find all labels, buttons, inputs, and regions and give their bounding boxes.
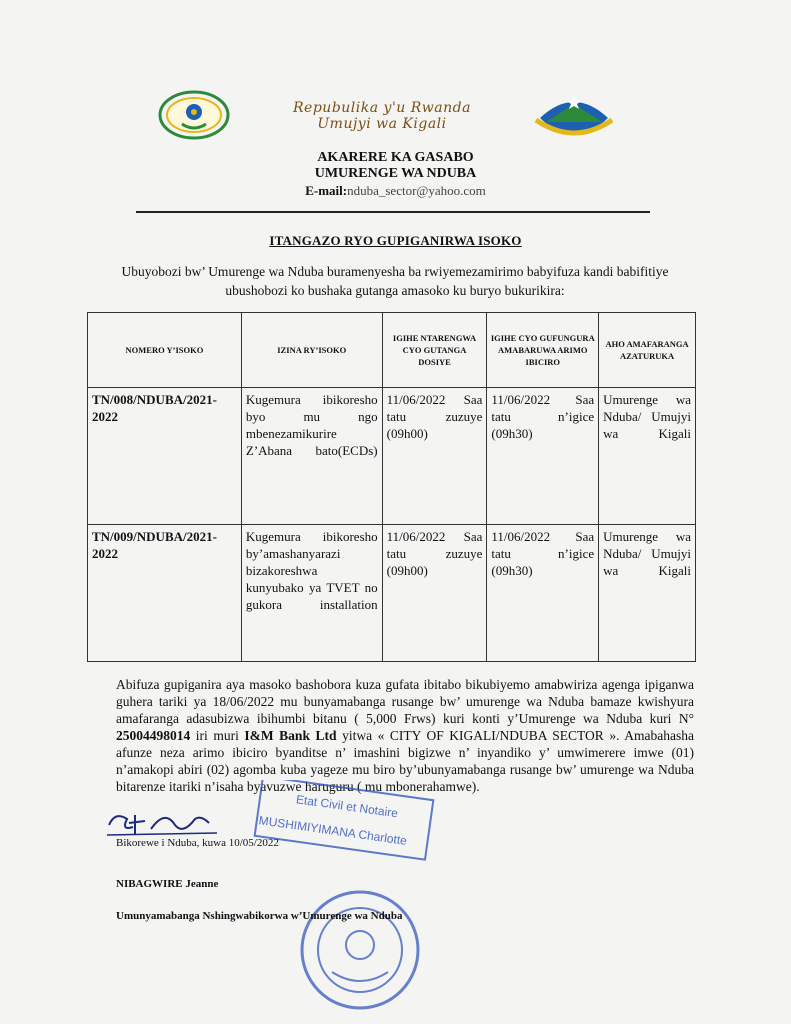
instructions-part-1: Abifuza gupiganira aya masoko bashobora kuza gufata ibitabo bikubiyemo amabwiriza agenga ipiganwa guhera tariki ya 18/06/2022 mu bunyamabanga rusange bw’ umurenge wa Nduba bamaze kwishyura amafaranga adasubizwa ibihumbi bitanu ( 5,000 Frws) kuri konti y’Umurenge wa Nduba kuri N° (116, 677, 694, 726)
email-label: E-mail: (305, 183, 348, 198)
instructions-part-2: iri muri (195, 728, 239, 743)
tender-source: Umurenge wa Nduba/ Umujyi wa Kigali (599, 525, 696, 662)
email-value: nduba_sector@yahoo.com (347, 183, 486, 198)
notice-title: ITANGAZO RYO GUPIGANIRWA ISOKO (269, 233, 522, 248)
table-row (88, 525, 696, 662)
signature-icon (105, 805, 225, 841)
instructions-part-3: yitwa « CITY OF KIGALI/NDUBA SECTOR ». Amabahasha afunze neza arimo ibiciro byanditse n’ imashini bigizwe n’ inyandiko y’ umwimerere imwe (01) n’amakopi abiri (02) agomba kuba yageze mu biro by’ubunyamabanga rusange bw’ umurenge wa Nduba bitarenze itariki n’isaha byavuzwe haruguru ( mu mbonerahamwe). (116, 728, 694, 794)
sector-heading: UMURENGE WA NDUBA (314, 166, 477, 181)
republic-script-header (262, 100, 502, 132)
rwanda-coat-of-arms-icon (158, 90, 230, 140)
script-line-1: Repubulika y'u Rwanda (293, 100, 471, 116)
script-line-2: Umujyi wa Kigali (317, 116, 447, 132)
tender-number: TN/009/NDUBA/2021-2022 (88, 525, 242, 662)
table-row (88, 388, 696, 525)
bank-name: I&M Bank Ltd (244, 728, 337, 743)
signed-place-date: Bikorewe i Nduba, kuwa 10/05/2022 (116, 837, 279, 849)
kigali-city-emblem-icon (532, 92, 616, 144)
col-header-name: IZINA RY’ISOKO (241, 313, 382, 388)
intro-paragraph: Ubuyobozi bw’ Umurenge wa Nduba buramenyesha ba rwiyemezamirimo babyifuza kandi babifitiye ubushobozi ko bushaka gutanga amasoko ku buryo bukurikira: (121, 264, 669, 298)
account-number: 25004498014 (116, 728, 191, 743)
tender-deadline: 11/06/2022 Saa tatu zuzuye (09h00) (382, 525, 487, 662)
col-header-number: NOMERO Y’ISOKO (88, 313, 242, 388)
stamp-name-text: MUSHIMIYIMANA Charlotte (257, 813, 408, 848)
header-divider (136, 211, 650, 213)
district-heading: AKARERE KA GASABO (317, 150, 474, 165)
tender-name: Kugemura ibikoresho byo mu ngo mbenezamikurire Z’Abana bato(ECDs) (241, 388, 382, 525)
tender-opening: 11/06/2022 Saa tatu n’igice (09h30) (487, 525, 599, 662)
stamp-top-text: Etat Civil et Notaire (295, 792, 399, 821)
signatory-role: Umunyamabanga Nshingwabikorwa w’Umurenge wa Nduba (116, 910, 403, 922)
col-header-source: AHO AMAFARANGA AZATURUKA (599, 313, 696, 388)
official-stamp-icon (250, 780, 440, 1010)
instructions-paragraph (116, 676, 694, 795)
signatory-name: NIBAGWIRE Jeanne (116, 878, 219, 890)
tender-number: TN/008/NDUBA/2021-2022 (88, 388, 242, 525)
tender-name: Kugemura ibikoresho by’amashanyarazi bizakoreshwa kunyubako ya TVET no gukora installation (241, 525, 382, 662)
tender-table (87, 312, 696, 662)
tender-opening: 11/06/2022 Saa tatu n’igice (09h30) (487, 388, 599, 525)
table-header-row (88, 313, 696, 388)
tender-deadline: 11/06/2022 Saa tatu zuzuye (09h00) (382, 388, 487, 525)
col-header-deadline: IGIHE NTARENGWA CYO GUTANGA DOSIYE (382, 313, 487, 388)
tender-source: Umurenge wa Nduba/ Umujyi wa Kigali (599, 388, 696, 525)
col-header-opening: IGIHE CYO GUFUNGURA AMABARUWA ARIMO IBICIRO (487, 313, 599, 388)
email-line (0, 183, 791, 199)
